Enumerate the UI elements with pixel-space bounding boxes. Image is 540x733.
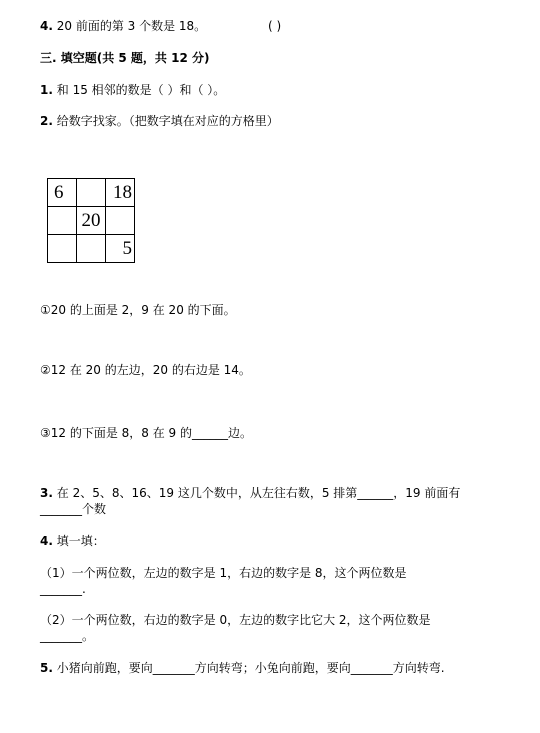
grid-row bbox=[48, 207, 135, 235]
question-3-continued: _______个数 bbox=[40, 502, 107, 516]
grid-cell bbox=[48, 235, 77, 263]
section-title: 三. 填空题(共 5 题，共 12 分) bbox=[40, 51, 210, 65]
grid-cell: 5 bbox=[106, 235, 135, 263]
subquestion-1-blank: _______. bbox=[40, 582, 86, 596]
hint-1: ①20 的上面是 2，9 在 20 的下面。 bbox=[40, 303, 236, 317]
question-5 bbox=[40, 660, 445, 676]
question-text: 在 2、5、8、16、19 这几个数中，从左往右数，5 排第______，19 前面有 bbox=[56, 486, 461, 500]
subquestion-2: （2）一个两位数，右边的数字是 0，左边的数字比它大 2，这个两位数是 bbox=[40, 613, 431, 627]
question-number: 4. bbox=[40, 19, 53, 33]
number-grid bbox=[47, 178, 135, 263]
question-number: 5. bbox=[40, 661, 53, 675]
answer-parentheses: ( ) bbox=[268, 19, 282, 33]
grid-row bbox=[48, 179, 135, 207]
grid-cell bbox=[77, 179, 106, 207]
question-number: 4. bbox=[40, 534, 53, 548]
grid-cell: 20 bbox=[77, 207, 106, 235]
question-title: 填一填： bbox=[56, 534, 105, 548]
hint-2: ②12 在 20 的左边，20 的右边是 14。 bbox=[40, 363, 251, 377]
grid-cell: 18 bbox=[106, 179, 135, 207]
hint-3: ③12 的下面是 8，8 在 9 的______边。 bbox=[40, 426, 253, 440]
question-number: 2. bbox=[40, 114, 53, 128]
subquestion-1: （1）一个两位数，左边的数字是 1，右边的数字是 8，这个两位数是 bbox=[40, 566, 407, 580]
question-text: 20 前面的第 3 个数是 18。 bbox=[56, 19, 207, 33]
grid-cell bbox=[77, 235, 106, 263]
question-2 bbox=[40, 113, 279, 129]
grid-cell bbox=[48, 207, 77, 235]
question-text: 小猪向前跑，要向_______方向转弯；小兔向前跑，要向_______方向转弯. bbox=[56, 661, 445, 675]
question-4 bbox=[40, 533, 105, 549]
question-3 bbox=[40, 485, 460, 501]
question-4-previous bbox=[40, 18, 206, 34]
grid-cell: 6 bbox=[48, 179, 77, 207]
question-text: 给数字找家。（把数字填在对应的方格里） bbox=[56, 114, 279, 128]
grid-cell bbox=[106, 207, 135, 235]
subquestion-2-blank: _______。 bbox=[40, 629, 95, 643]
question-1 bbox=[40, 82, 225, 98]
question-number: 3. bbox=[40, 486, 53, 500]
grid-row bbox=[48, 235, 135, 263]
question-number: 1. bbox=[40, 83, 53, 97]
question-text: 和 15 相邻的数是（ ）和（ ）。 bbox=[56, 83, 226, 97]
